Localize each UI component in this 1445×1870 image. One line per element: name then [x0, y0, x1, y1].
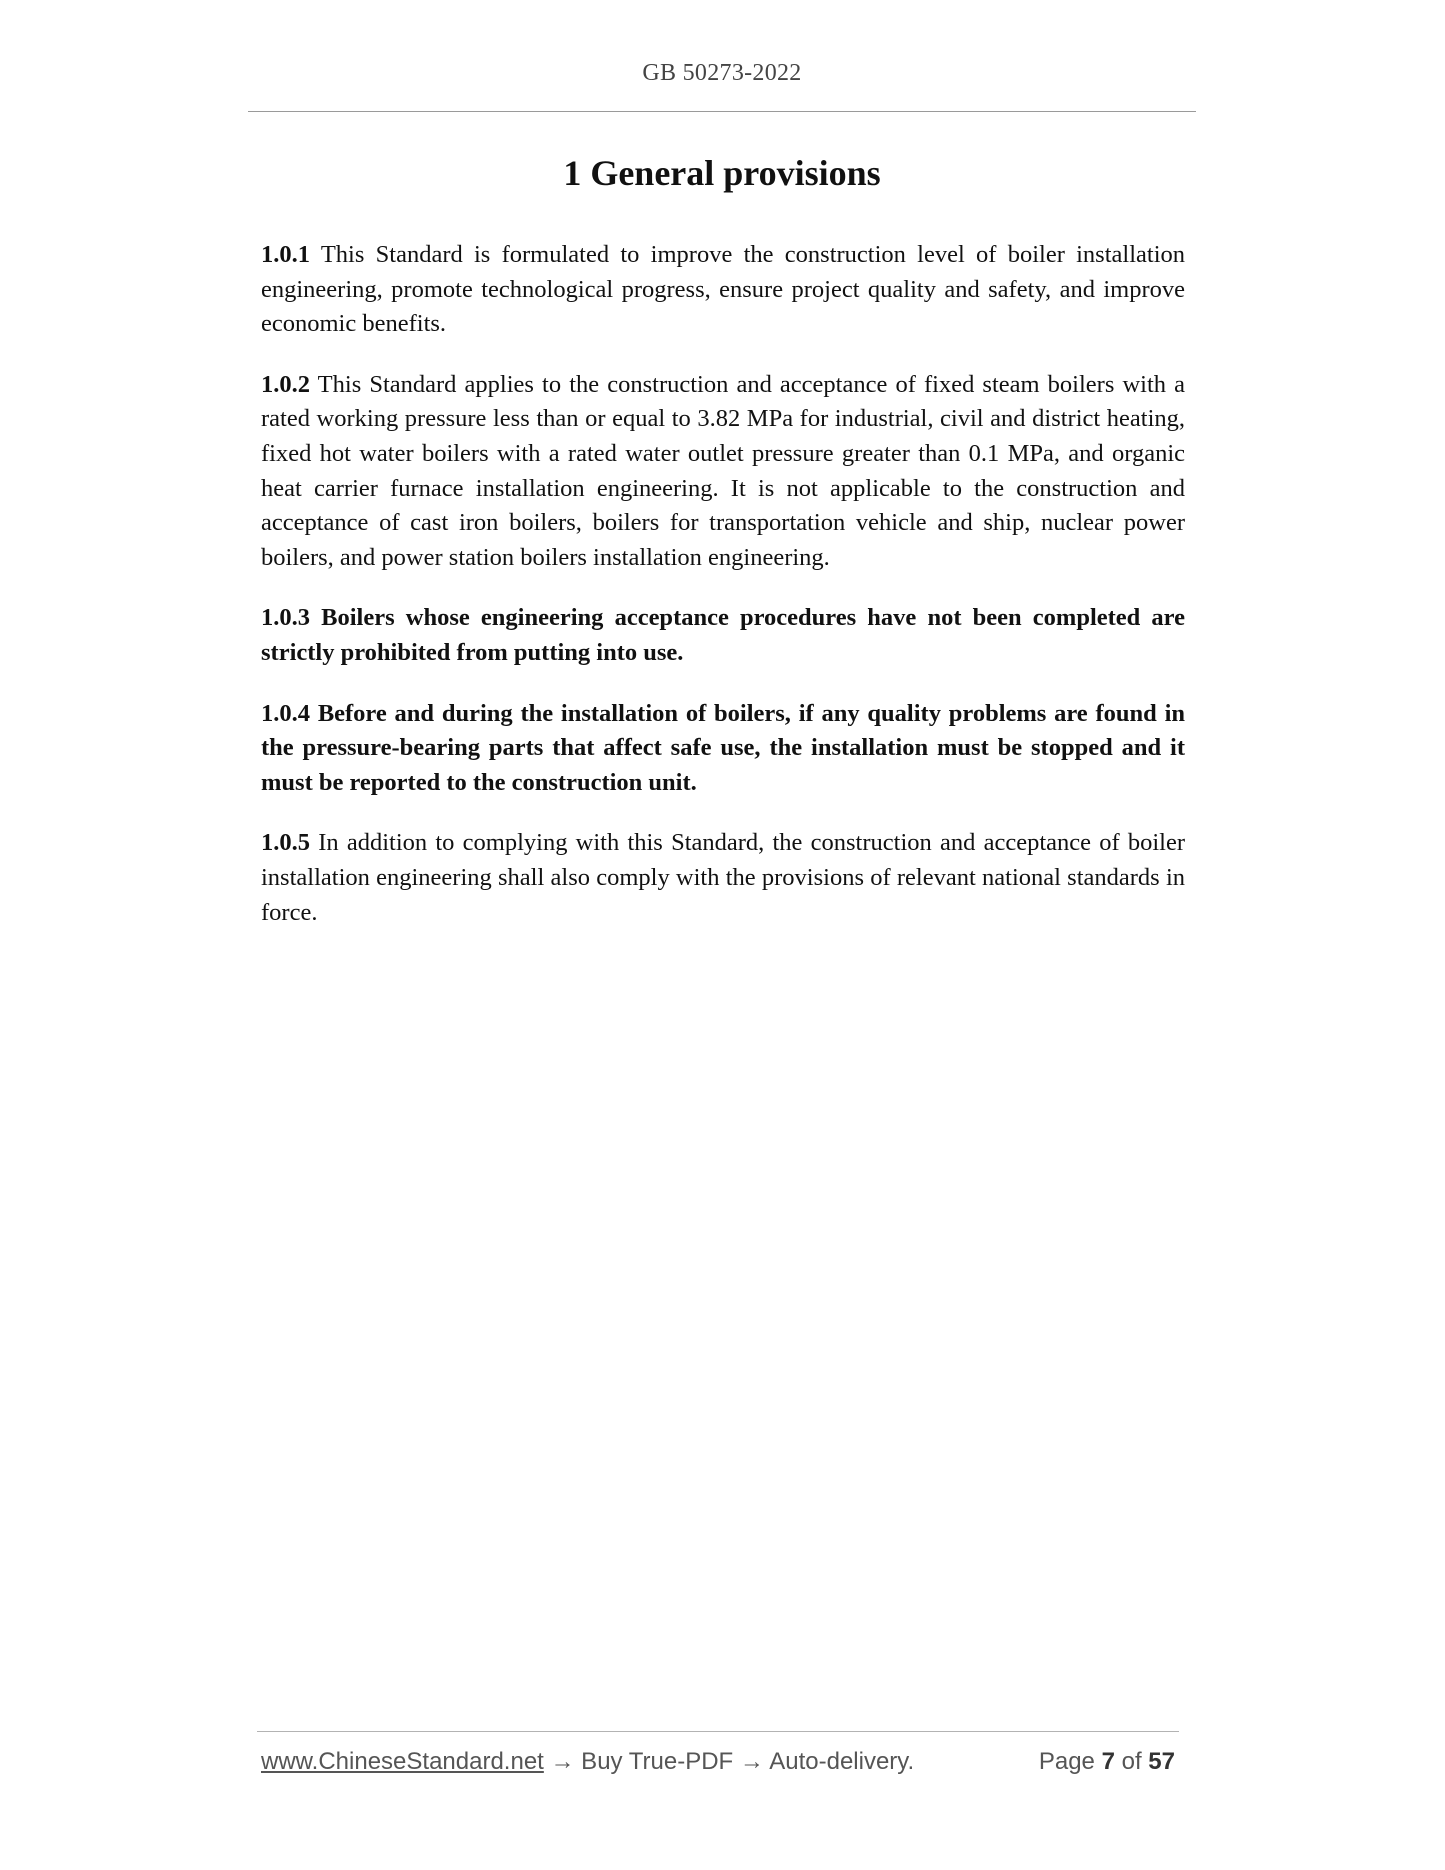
chapter-title: 1 General provisions [563, 153, 881, 193]
clause-text: This Standard applies to the construction and acceptance of fixed steam boilers with a rated working pressure less than or equal to 3.82 MPa for industrial, civil and district heating, fixed hot water boilers with a rated water outlet pressure greater than 0.1 MPa, and organic heat carrier furnace installation engineering. It is not applicable to the construction and acceptance of cast iron boilers, boilers for transportation vehicle and ship, nuclear power boilers, and power station boilers installation engineering. [261, 370, 1186, 571]
clause-number: 1.0.2 [261, 370, 310, 398]
clause-1-0-1 [261, 238, 1185, 342]
current-page-number: 7 [1101, 1748, 1115, 1775]
clause-number: 1.0.4 [261, 699, 310, 727]
clause-number: 1.0.1 [261, 241, 310, 268]
clause-list [261, 238, 1185, 956]
footer-divider [257, 1731, 1179, 1732]
page-indicator [1039, 1748, 1175, 1776]
website-link[interactable]: www.ChineseStandard.net [261, 1748, 544, 1775]
promo-text: → Buy True-PDF → Auto-delivery. [543, 1748, 915, 1775]
clause-text: In addition to complying with this Standard, the construction and acceptance of boiler installation engineering shall also comply with the provisions of relevant national standards in force. [261, 829, 1185, 926]
of-label: of [1121, 1748, 1142, 1775]
page-label: Page [1038, 1748, 1095, 1775]
page-footer [261, 1748, 1179, 1784]
clause-text: This Standard is formulated to improve the construction level of boiler installation engineering, promote technological progress, ensure project quality and safety, and improve economic benefits. [261, 241, 1185, 338]
footer-promo [261, 1748, 914, 1776]
header-divider [248, 111, 1196, 112]
clause-1-0-5 [261, 826, 1185, 930]
clause-text: Before and during the installation of boilers, if any quality problems are found in the pressure-bearing parts that affect safe use, the installation must be stopped and it must be reported to the construction unit. [261, 699, 1186, 796]
running-header [248, 60, 1196, 87]
clause-1-0-3 [261, 601, 1185, 670]
total-pages: 57 [1148, 1748, 1175, 1775]
clause-number: 1.0.5 [261, 829, 310, 857]
clause-text: Boilers whose engineering acceptance procedures have not been completed are strictly prohibited from putting into use. [261, 604, 1185, 666]
standard-code: GB 50273-2022 [642, 60, 802, 86]
clause-number: 1.0.3 [261, 604, 310, 632]
clause-1-0-4 [261, 697, 1185, 801]
clause-1-0-2 [261, 368, 1185, 576]
